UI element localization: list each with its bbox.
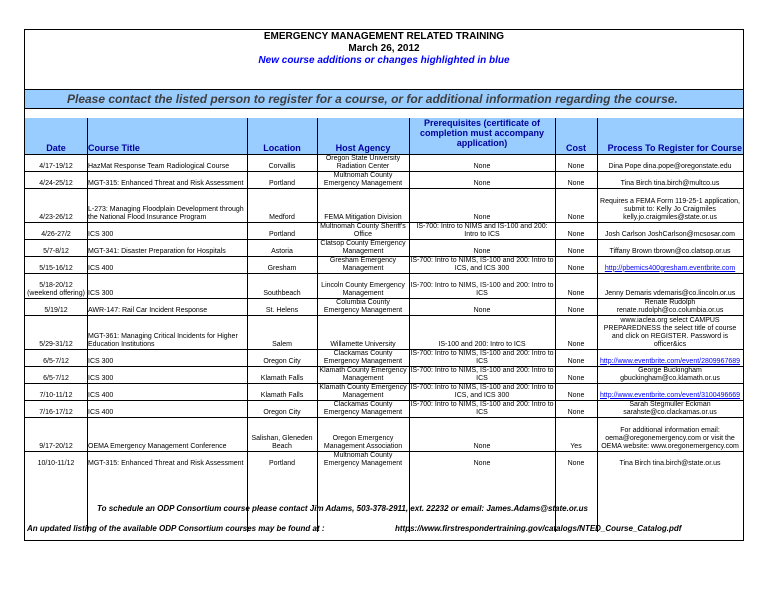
cell-title: MGT-341: Disaster Preparation for Hospitals xyxy=(87,239,247,256)
cell-date: 6/5-7/12 xyxy=(25,349,87,366)
cell-title: L-273: Managing Floodplain Development through the National Flood Insurance Program xyxy=(87,188,247,222)
cell-prereq: IS-700: Intro to NIMS, IS-100 and 200: Intro to ICS xyxy=(410,400,554,416)
cell-process: George Buckingham gbuckingham@co.klamath.or.us xyxy=(597,366,743,383)
course-table xyxy=(25,118,743,468)
cell-location: Medford xyxy=(247,188,317,222)
cell-host: Multnomah County Emergency Management xyxy=(317,171,409,188)
table-row xyxy=(25,383,743,400)
subtitle-note: New course additions or changes highlighted in blue xyxy=(258,55,510,66)
cell-date: 4/23-26/12 xyxy=(25,188,87,222)
cell-host: Clatsop County Emergency Management xyxy=(317,239,409,256)
cell-prereq: IS-700: Intro to NIMS and IS-100 and 200: Intro to ICS xyxy=(409,222,555,239)
cell-prereq: IS-700: Intro to NIMS, IS-100 and 200: Intro to ICS xyxy=(409,273,555,298)
cell-location: Klamath Falls xyxy=(247,366,317,383)
cell-date: 5/18-20/12 (weekend offering) xyxy=(25,273,87,298)
cell-cost: None xyxy=(555,366,597,383)
table-row xyxy=(25,298,743,315)
cell-cost: Yes xyxy=(555,417,597,451)
cell-prereq: IS-700: Intro to NIMS, IS-100 and 200: Intro to ICS, and ICS 300 xyxy=(410,256,554,272)
cell-location: Astoria xyxy=(247,239,317,256)
column-header-host-agency: Host Agency xyxy=(317,118,409,154)
table-row xyxy=(25,273,743,298)
cell-title: ICS 300 xyxy=(87,349,247,366)
table-row xyxy=(25,239,743,256)
cell-title: ICS 300 xyxy=(87,366,247,383)
cell-cost: None xyxy=(555,298,597,315)
cell-title: ICS 300 xyxy=(87,222,247,239)
table-row xyxy=(25,188,743,222)
cell-date: 4/26-27/2 xyxy=(25,222,87,239)
cell-title: ICS 400 xyxy=(87,383,247,400)
cell-cost: None xyxy=(555,171,597,188)
cell-prereq: IS-700: Intro to NIMS, IS-100 and 200: Intro to ICS, and ICS 300 xyxy=(410,383,554,399)
cell-process: Renate Rudolph renate.rudolph@co.columbia.or.us xyxy=(597,298,743,315)
cell-date: 5/19/12 xyxy=(25,298,87,315)
cell-title: AWR-147: Rail Car Incident Response xyxy=(87,298,247,315)
cell-process: Josh Carlson JoshCarlson@mcsosar.com xyxy=(597,222,743,239)
column-divider xyxy=(247,118,248,532)
cell-host: Lincoln County Emergency Management xyxy=(317,273,409,298)
cell-prereq: IS-100 and 200: Intro to ICS xyxy=(409,315,555,349)
column-divider xyxy=(555,118,556,532)
cell-location: Klamath Falls xyxy=(247,383,317,400)
cell-cost: None xyxy=(555,188,597,222)
cell-process: Tiffany Brown tbrown@co.clatsop.or.us xyxy=(597,239,743,256)
cell-prereq: None xyxy=(409,188,555,222)
cell-date: 6/5-7/12 xyxy=(25,366,87,383)
cell-cost: None xyxy=(555,273,597,298)
cell-process[interactable]: http://pbemics400gresham.eventbrite.com xyxy=(597,256,743,273)
training-schedule-sheet xyxy=(24,29,744,541)
cell-prereq: None xyxy=(409,451,555,468)
cell-process[interactable]: http://www.eventbrite.com/event/3100496669 xyxy=(597,383,743,400)
cell-prereq: IS-700: Intro to NIMS, IS-100 and 200: Intro to ICS xyxy=(410,349,554,365)
cell-title: MGT-361: Managing Critical Incidents for Higher Education Institutions xyxy=(87,315,247,349)
cell-location: St. Helens xyxy=(247,298,317,315)
divider xyxy=(25,108,743,109)
cell-host: Clackamas County Emergency Management xyxy=(317,349,409,366)
cell-location: Salishan, Gleneden Beach xyxy=(247,417,317,451)
cell-title: ICS 400 xyxy=(87,400,247,417)
cell-cost: None xyxy=(555,154,597,171)
cell-title: OEMA Emergency Management Conference xyxy=(87,417,247,451)
table-header-row xyxy=(25,118,743,154)
cell-prereq: None xyxy=(409,298,555,315)
column-divider xyxy=(597,118,598,532)
cell-date: 10/10-11/12 xyxy=(25,451,87,468)
catalog-label: An updated listing of the available ODP Consortium courses may be found at : xyxy=(27,524,325,533)
column-header-date: Date xyxy=(25,118,87,154)
cell-host: Multnomah County Emergency Management xyxy=(317,451,409,468)
cell-location: Southbeach xyxy=(247,273,317,298)
page-title: EMERGENCY MANAGEMENT RELATED TRAINING xyxy=(263,31,505,42)
cell-title: ICS 300 xyxy=(87,273,247,298)
cell-location: Oregon City xyxy=(247,400,317,417)
column-header-location: Location xyxy=(247,118,317,154)
cell-date: 7/16-17/12 xyxy=(25,400,87,417)
cell-host: Klamath County Emergency Management xyxy=(317,383,409,400)
cell-prereq: None xyxy=(409,239,555,256)
cell-host: FEMA Mitigation Division xyxy=(317,188,409,222)
table-row xyxy=(25,256,743,273)
cell-date: 5/7-8/12 xyxy=(25,239,87,256)
cell-cost: None xyxy=(555,400,597,417)
cell-cost: None xyxy=(555,383,597,400)
cell-host: Multnomah County Sheriff's Office xyxy=(317,222,409,239)
column-divider xyxy=(317,118,318,532)
cell-date: 4/17-19/12 xyxy=(25,154,87,171)
table-row xyxy=(25,222,743,239)
contact-note-banner: Please contact the listed person to register for a course, or for additional information regarding the course. xyxy=(25,90,743,108)
cell-host: Klamath County Emergency Management xyxy=(317,366,409,383)
table-row xyxy=(25,154,743,171)
cell-host: Oregon State University Radiation Center xyxy=(317,154,409,171)
cell-cost: None xyxy=(555,349,597,366)
cell-process: Tina Birch tina.birch@multco.us xyxy=(597,171,743,188)
cell-process: Dina Pope dina.pope@oregonstate.edu xyxy=(597,154,743,171)
cell-cost: None xyxy=(555,451,597,468)
cell-date: 5/15-16/12 xyxy=(25,256,87,273)
cell-location: Portland xyxy=(247,222,317,239)
cell-prereq: IS-700: Intro to NIMS, IS-100 and 200: Intro to ICS xyxy=(410,366,554,382)
table-row xyxy=(25,366,743,383)
cell-cost: None xyxy=(555,315,597,349)
cell-title: HazMat Response Team Radiological Course xyxy=(87,154,247,171)
table-row xyxy=(25,417,743,451)
cell-location: Gresham xyxy=(247,256,317,273)
cell-date: 9/17-20/12 xyxy=(25,417,87,451)
table-row xyxy=(25,400,743,417)
cell-prereq: None xyxy=(409,171,555,188)
cell-location: Portland xyxy=(247,171,317,188)
column-header-cost: Cost xyxy=(555,118,597,154)
cell-process[interactable]: http://www.eventbrite.com/event/2809967689 xyxy=(597,349,743,366)
cell-cost: None xyxy=(555,256,597,273)
cell-process: Jenny Demaris vdemaris@co.lincoln.or.us xyxy=(597,273,743,298)
cell-prereq: None xyxy=(409,417,555,451)
cell-location: Corvallis xyxy=(247,154,317,171)
cell-title: ICS 400 xyxy=(87,256,247,273)
odp-contact-note: To schedule an ODP Consortium course please contact Jim Adams, 503-378-2911, ext. 22232 or email: James.Adams@state.or.us xyxy=(97,504,588,513)
cell-cost: None xyxy=(555,222,597,239)
table-row xyxy=(25,349,743,366)
cell-process: For additional information email: oema@oregonemergency.com or visit the OEMA website: www.oregonemergency.com xyxy=(597,417,743,451)
cell-date: 7/10-11/12 xyxy=(25,383,87,400)
cell-host: Columbia County Emergency Management xyxy=(317,298,409,315)
catalog-link[interactable]: https://www.firstrespondertraining.gov/catalogs/NTED_Course_Catalog.pdf xyxy=(395,524,682,533)
cell-location: Portland xyxy=(247,451,317,468)
table-row xyxy=(25,171,743,188)
column-header-prerequisites: Prerequisites (certificate of completion must accompany application) xyxy=(409,118,555,154)
table-row xyxy=(25,315,743,349)
cell-host: Gresham Emergency Management xyxy=(317,256,409,273)
column-header-process: Process To Register for Course xyxy=(597,118,743,154)
column-divider xyxy=(409,118,410,532)
table-row xyxy=(25,451,743,468)
cell-location: Salem xyxy=(247,315,317,349)
cell-host: Willamette University xyxy=(317,315,409,349)
cell-location: Oregon City xyxy=(247,349,317,366)
cell-process: www.iaclea.org select CAMPUS PREPAREDNESS the select title of course and click on REGISTER. Password is officer&ics xyxy=(597,315,743,349)
cell-title: MGT-315: Enhanced Threat and Risk Assessment xyxy=(87,451,247,468)
cell-prereq: None xyxy=(409,154,555,171)
cell-host: Clackamas County Emergency Management xyxy=(317,400,409,417)
cell-date: 4/24-25/12 xyxy=(25,171,87,188)
cell-process: Requires a FEMA Form 119-25-1 application, submit to: Kelly Jo Craigmiles kelly.jo.craigmiles@state.or.us xyxy=(597,188,743,222)
cell-process: Tina Birch tina.birch@state.or.us xyxy=(597,451,743,468)
cell-host: Oregon Emergency Management Association xyxy=(317,417,409,451)
cell-process: Sarah Stegmuller Eckman sarahste@co.clackamas.or.us xyxy=(597,400,743,417)
cell-date: 5/29-31/12 xyxy=(25,315,87,349)
column-header-course-title: Course Title xyxy=(87,118,247,154)
schedule-date: March 26, 2012 xyxy=(348,43,420,54)
cell-title: MGT-315: Enhanced Threat and Risk Assessment xyxy=(87,171,247,188)
cell-cost: None xyxy=(555,239,597,256)
column-divider xyxy=(87,118,88,532)
